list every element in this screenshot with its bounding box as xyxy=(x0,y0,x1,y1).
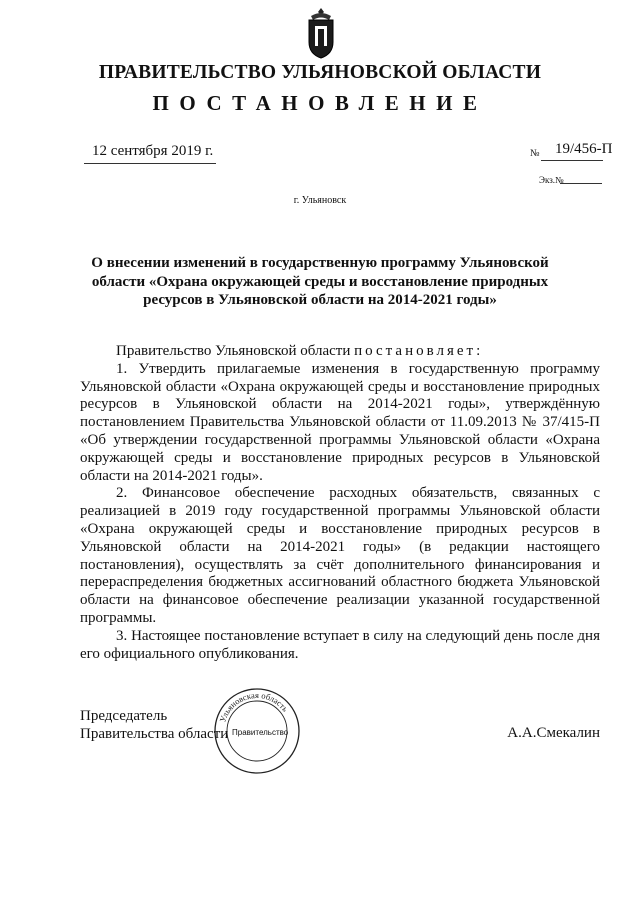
preamble xyxy=(80,343,600,361)
number-underline xyxy=(541,160,603,161)
seal-center-text: Правительство xyxy=(232,728,289,737)
signer-name: А.А.Смекалин xyxy=(507,725,600,741)
document-number: 19/456-П xyxy=(555,141,613,157)
copy-number-label: Экз.№ xyxy=(539,175,564,185)
document-body xyxy=(80,343,600,663)
signer-position-line1: Председатель xyxy=(80,708,168,724)
seal-ring-text: Ульяновская область xyxy=(217,689,291,724)
item-3: 3. Настоящее постановление вступает в силу на следующий день после дня его официального опубликования. xyxy=(80,627,600,662)
coat-of-arms-icon xyxy=(305,6,337,60)
document-title: О внесении изменений в государственную программу Ульяновской области «Охрана окружающей среды и восстановление природных ресурсов в Ульяновской области на 2014-2021 годы» xyxy=(91,255,549,308)
number-sign: № xyxy=(530,148,540,159)
date-underline xyxy=(84,163,216,164)
item-1: 1. Утвердить прилагаемые изменения в государственную программу Ульяновской области «Охрана окружающей среды и восстановление природных ресурсов в Ульяновской области на 2014-2021 годы», утверждённую постановлением Правительства Ульяновской области от 11.09.2013 № 37/415-П «Об утверждении государственной программы Ульяновской области «Охрана окружающей среды и восстановление природных ресурсов в Ульяновской области на 2014-2021 годы». xyxy=(80,360,600,484)
organization-name: ПРАВИТЕЛЬСТВО УЛЬЯНОВСКОЙ ОБЛАСТИ xyxy=(98,62,542,83)
document-city: г. Ульяновск xyxy=(293,195,347,206)
document-date: 12 сентября 2019 г. xyxy=(92,143,214,159)
signer-position-line2: Правительства области xyxy=(80,726,229,742)
preamble-verb: постановляет: xyxy=(354,343,484,359)
preamble-text: Правительство Ульяновской области xyxy=(116,343,355,359)
copy-number-underline xyxy=(560,183,602,184)
item-2: 2. Финансовое обеспечение расходных обязательств, связанных с реализацией в 2019 году государственной программы Ульяновской области «Охрана окружающей среды и восстановление природных ресурсов в Ульяновской области на 2014-2021 годы» (в редакции настоящего постановления), осуществлять за счёт дополнительного финансирования и перераспределения бюджетных ассигнований областного бюджета Ульяновской области на финансовое обеспечение реализации указанной государственной программы. xyxy=(80,485,600,626)
document-type: ПОСТАНОВЛЕНИЕ xyxy=(152,91,488,115)
signer-position xyxy=(80,707,228,743)
